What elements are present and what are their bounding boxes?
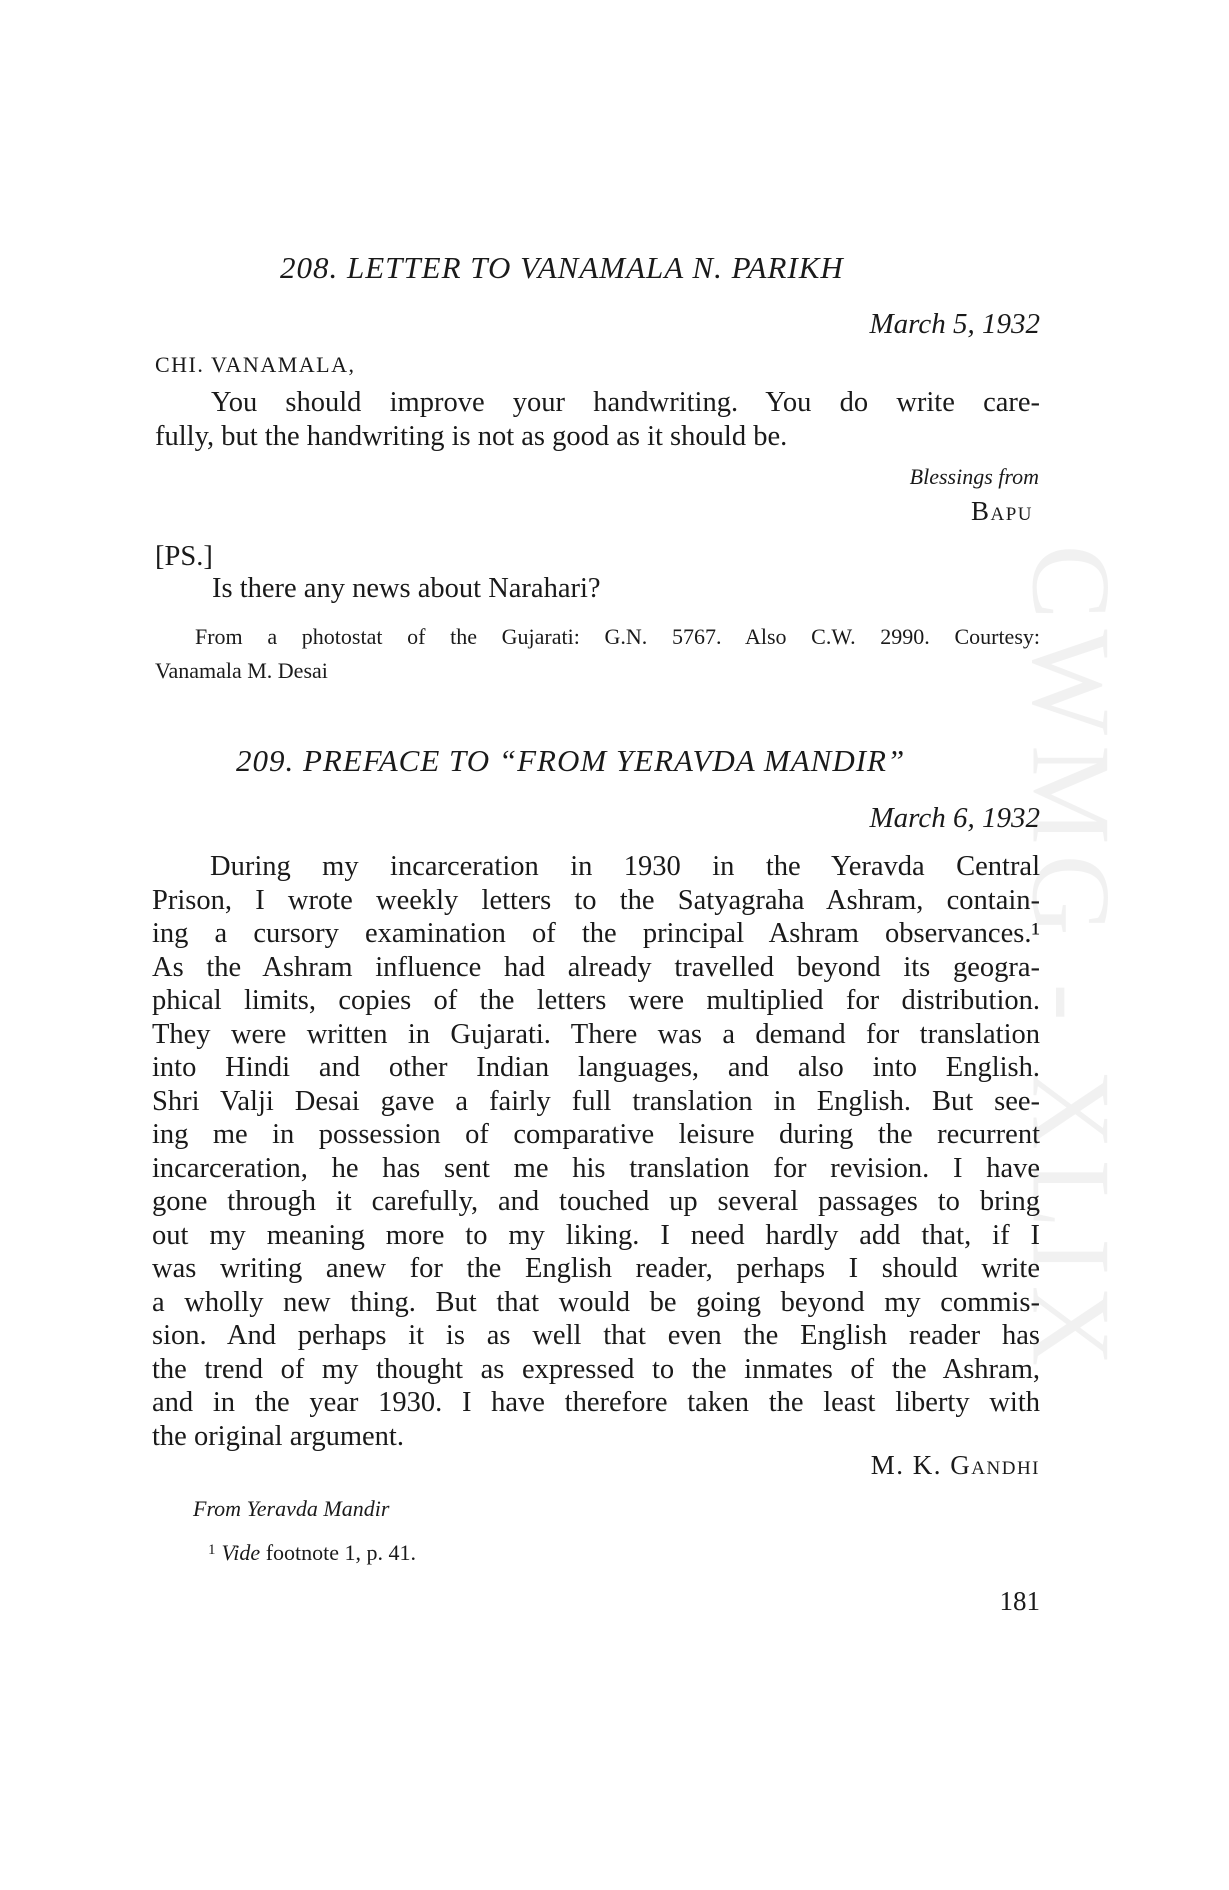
watermark-text: CWMG - XLIX bbox=[1008, 544, 1133, 1376]
preface-body-line: out my meaning more to my liking. I need hardly add that, if I bbox=[152, 1219, 1040, 1251]
preface-body-line: During my incarceration in 1930 in the Yeravda Central bbox=[210, 851, 1040, 882]
preface-body-line: the original argument. bbox=[152, 1420, 404, 1452]
preface-body bbox=[152, 850, 1040, 1453]
preface-body-line: ing a cursory examination of the principal Ashram observances.¹ bbox=[152, 918, 1040, 949]
ps-text: Is there any news about Narahari? bbox=[212, 573, 601, 604]
preface-body-line: phical limits, copies of the letters were multiplied for distribution. bbox=[152, 985, 1040, 1016]
footnote-marker: 1 bbox=[208, 1542, 216, 1558]
letter-title: 208. LETTER TO VANAMALA N. PARIKH bbox=[280, 250, 844, 285]
letter-signature: Bapu bbox=[970, 496, 1033, 526]
preface-signature: M. K. Gandhi bbox=[870, 1450, 1040, 1480]
letter-date: March 5, 1932 bbox=[869, 308, 1040, 340]
ps-label: [PS.] bbox=[155, 541, 213, 572]
letter-source bbox=[155, 620, 1040, 688]
letter-source-line: From a photostat of the Gujarati: G.N. 5767. Also C.W. 2990. Courtesy: bbox=[195, 624, 1040, 649]
letter-salutation: CHI. VANAMALA, bbox=[155, 352, 356, 377]
page-number: 181 bbox=[999, 1586, 1040, 1616]
preface-body-line: ing me in possession of comparative leisure during the recurrent bbox=[152, 1119, 1040, 1150]
preface-body-line: into Hindi and other Indian languages, and also into English. bbox=[152, 1052, 1040, 1083]
preface-body-line: and in the year 1930. I have therefore taken the least liberty with bbox=[152, 1387, 1040, 1418]
preface-source: From Yeravda Mandir bbox=[193, 1496, 390, 1521]
preface-body-line: a wholly new thing. But that would be going beyond my commis- bbox=[152, 1286, 1040, 1318]
footnote-vide: Vide bbox=[221, 1540, 261, 1565]
preface-body-line: sion. And perhaps it is as well that even the English reader has bbox=[152, 1320, 1040, 1351]
footnote-text: footnote 1, p. 41. bbox=[265, 1540, 417, 1565]
preface-body-line: As the Ashram influence had already travelled beyond its geogra- bbox=[152, 951, 1040, 983]
preface-body-line: the trend of my thought as expressed to the inmates of the Ashram, bbox=[152, 1353, 1040, 1385]
preface-body-line: Prison, I wrote weekly letters to the Satyagraha Ashram, contain- bbox=[152, 884, 1040, 916]
letter-body bbox=[155, 386, 1040, 453]
preface-date: March 6, 1932 bbox=[869, 802, 1040, 834]
letter-closing: Blessings from bbox=[909, 464, 1039, 489]
footnote bbox=[208, 1540, 416, 1566]
preface-body-line: Shri Valji Desai gave a fairly full translation in English. But see- bbox=[152, 1085, 1040, 1117]
letter-body-line: fully, but the handwriting is not as good as it should be. bbox=[155, 420, 788, 452]
letter-source-line: Vanamala M. Desai bbox=[155, 658, 328, 683]
preface-body-line: gone through it carefully, and touched up several passages to bring bbox=[152, 1186, 1040, 1217]
preface-body-line: incarceration, he has sent me his translation for revision. I have bbox=[152, 1152, 1040, 1184]
preface-title: 209. PREFACE TO “FROM YERAVDA MANDIR” bbox=[236, 743, 906, 778]
letter-body-line: You should improve your handwriting. You do write care- bbox=[211, 387, 1040, 418]
preface-body-line: They were written in Gujarati. There was a demand for translation bbox=[152, 1018, 1040, 1050]
preface-body-line: was writing anew for the English reader, perhaps I should write bbox=[152, 1253, 1040, 1284]
